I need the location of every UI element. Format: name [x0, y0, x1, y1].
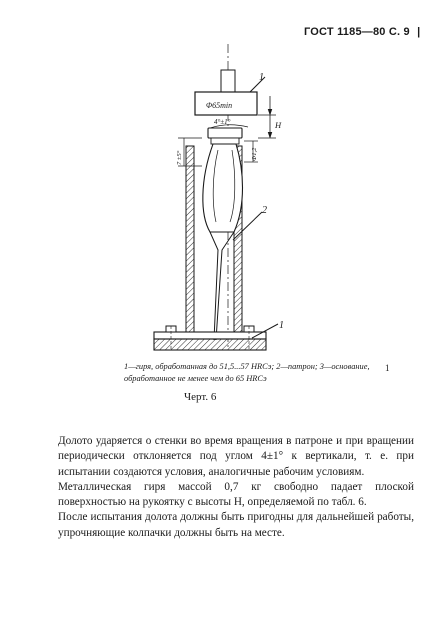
- dim-h-label: H: [275, 120, 282, 130]
- base-plate: [154, 326, 266, 350]
- angle-label: 4°±1°: [214, 118, 231, 126]
- weight-diameter-label: Φ65min: [206, 101, 233, 110]
- label-2: 2: [262, 205, 267, 216]
- body-text: [58, 434, 414, 541]
- paragraph-1: Долото ударяется о стенки во время вращения в патроне и при вращении периодически отклоняется под углом 4±1° к вертикали, т. е. при испытании создаются условия, аналогичные рабочим условиям.: [58, 435, 414, 478]
- figure-caption: 1—гиря, обработанная до 51,5...57 HRCэ; 2—патрон; 3—основание, обработанное не менее чем до 65 HRCэ: [124, 362, 370, 383]
- side-mark: 1: [385, 363, 390, 373]
- label-1-base: 1: [279, 320, 284, 331]
- header-mark: |: [417, 26, 421, 38]
- figure-label: Черт. 6: [184, 391, 217, 403]
- standard-number: ГОСТ 1185—80 С. 9: [304, 26, 410, 38]
- small-dim-label: Ф1,2: [251, 147, 258, 161]
- label-1-top: 1: [259, 72, 264, 83]
- left-dim-label: 7 ±5°: [176, 150, 183, 165]
- paragraph-2: Металлическая гиря массой 0,7 кг свободно падает плоской поверхностью на рукоятку с высоты H, определяемой по табл. 6.: [58, 480, 414, 509]
- weight: [195, 70, 257, 115]
- paragraph-3: После испытания долота должны быть пригодны для дальнейшей работы, упрочняющие колпачки должны быть на месте.: [58, 511, 414, 539]
